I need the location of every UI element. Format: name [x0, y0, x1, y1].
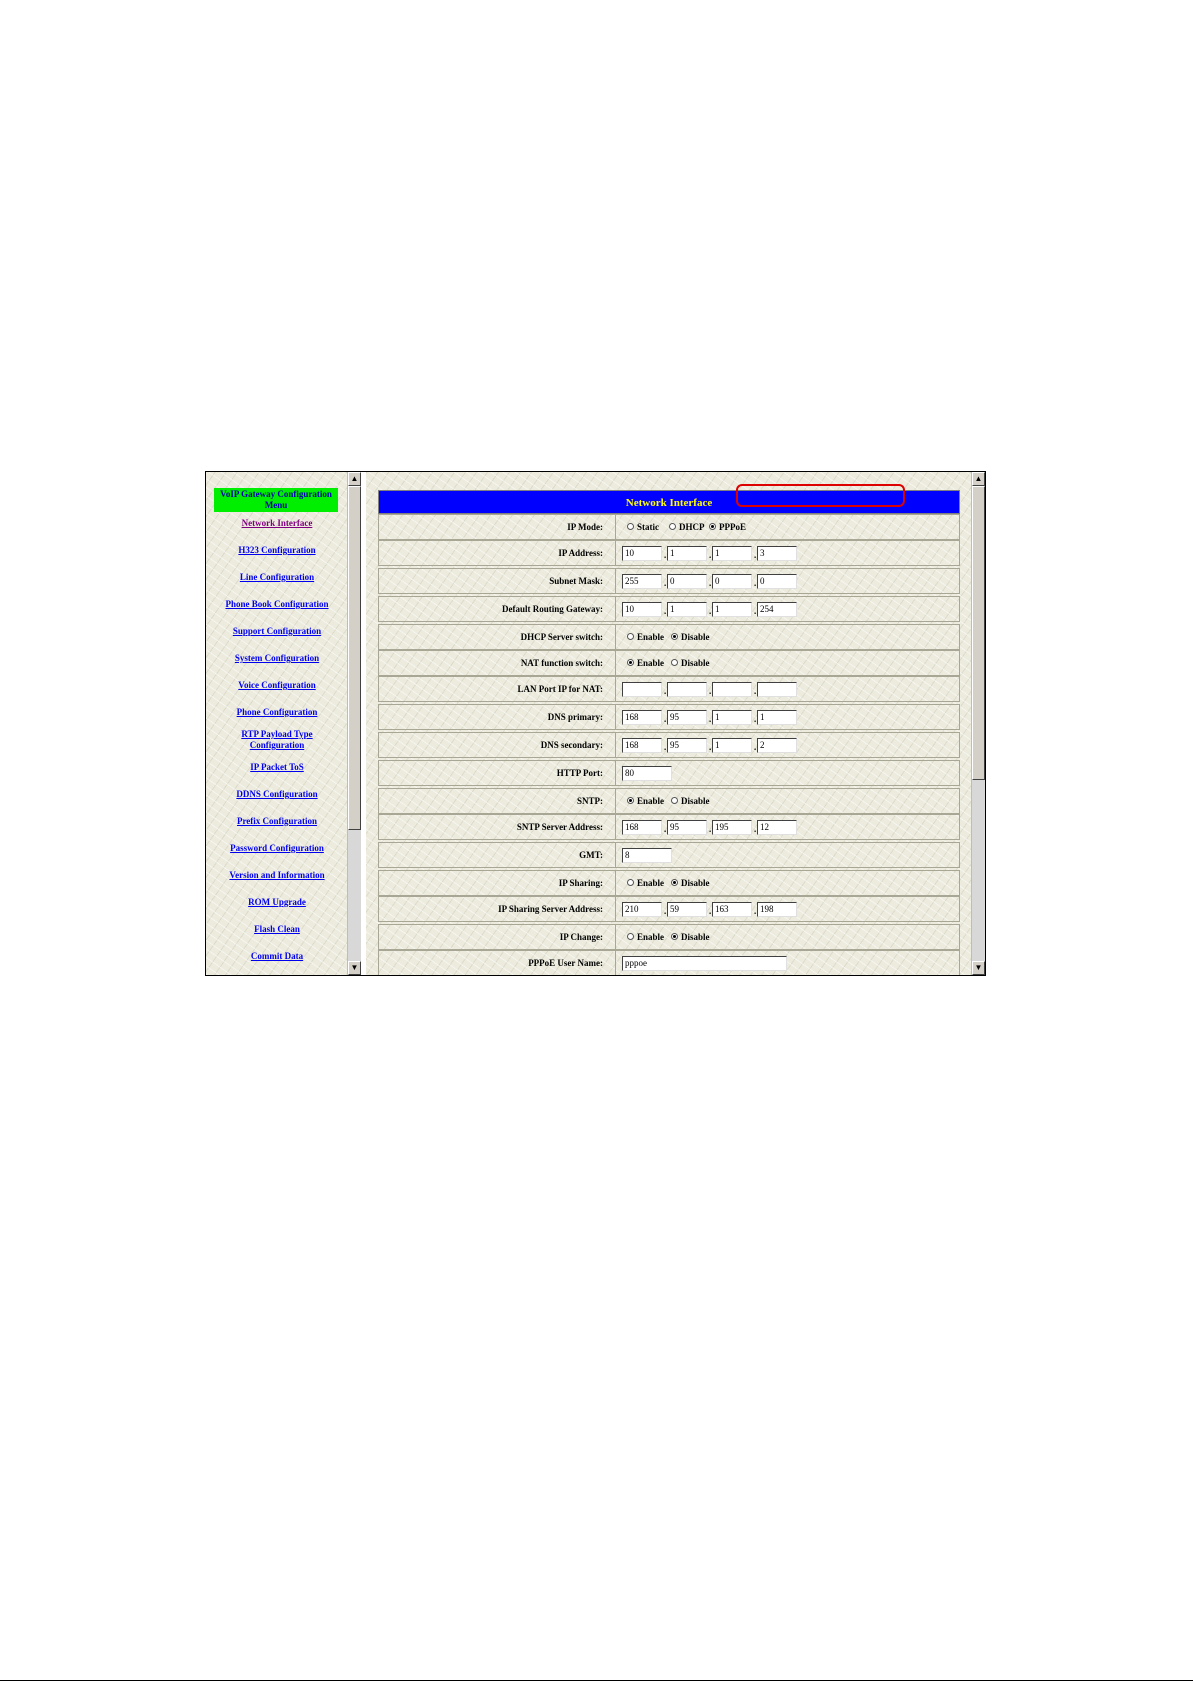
row-gmt: [378, 842, 960, 868]
sntp-server-octet-4[interactable]: 12: [757, 820, 797, 835]
row-default-gateway: Default Routing Gateway: 10 . 1 . 1 . 254: [378, 596, 960, 622]
sntp-label: SNTP:: [576, 796, 603, 806]
dns-secondary-octet-2[interactable]: 95: [667, 738, 707, 753]
ip-address-label: IP Address:: [558, 548, 603, 558]
sntp-server-octet-2[interactable]: 95: [667, 820, 707, 835]
nat-disable-label: Disable: [681, 658, 710, 668]
row-http-port: [378, 760, 960, 786]
ip-change-label: IP Change:: [559, 932, 603, 942]
dns-secondary-octet-3[interactable]: 1: [712, 738, 752, 753]
ip-change-enable-label: Enable: [637, 932, 665, 942]
ip-mode-pppoe-label: PPPoE: [719, 522, 746, 532]
ip-sharing-server-octet-4[interactable]: 198: [757, 902, 797, 917]
row-lan-port-ip: LAN Port IP for NAT: . . .: [378, 676, 960, 702]
browser-screenshot: [205, 471, 986, 976]
network-interface-frame: [366, 472, 971, 975]
main-scrollbar[interactable]: [971, 472, 985, 975]
row-ip-mode: [378, 514, 960, 540]
nat-disable-radio[interactable]: [671, 659, 678, 666]
ip-change-enable-radio[interactable]: [627, 933, 634, 940]
menu-item-ddns[interactable]: DDNS Configuration: [236, 789, 318, 799]
menu-item-line[interactable]: Line Configuration: [239, 572, 315, 582]
dns-secondary-octet-1[interactable]: 168: [622, 738, 662, 753]
main-scroll-down-arrow-icon[interactable]: ▼: [972, 961, 985, 975]
sntp-server-octet-1[interactable]: 168: [622, 820, 662, 835]
menu-item-rom-upgrade[interactable]: ROM Upgrade: [248, 897, 306, 907]
lan-port-ip-octet-4[interactable]: [757, 682, 797, 697]
dhcp-server-label: DHCP Server switch:: [520, 632, 603, 642]
menu-item-flash-clean[interactable]: Flash Clean: [254, 924, 300, 934]
menu-scrollbar[interactable]: [347, 472, 361, 975]
lan-port-ip-octet-3[interactable]: [712, 682, 752, 697]
dns-primary-octet-2[interactable]: 95: [667, 710, 707, 725]
http-port-input[interactable]: 80: [622, 766, 672, 781]
page-title: Network Interface: [378, 490, 960, 514]
ip-mode-label: IP Mode:: [567, 522, 603, 532]
row-dhcp-server: [378, 624, 960, 650]
menu-item-support[interactable]: Support Configuration: [232, 626, 322, 636]
ip-mode-dhcp-radio[interactable]: [669, 523, 676, 530]
sntp-disable-radio[interactable]: [671, 797, 678, 804]
subnet-mask-label: Subnet Mask:: [549, 576, 603, 586]
menu-item-system[interactable]: System Configuration: [234, 653, 320, 663]
ip-mode-pppoe-radio[interactable]: [709, 523, 716, 530]
pppoe-user-input[interactable]: pppoe: [622, 956, 787, 971]
sntp-server-label: SNTP Server Address:: [516, 822, 603, 832]
ip-sharing-server-octet-1[interactable]: 210: [622, 902, 662, 917]
main-scroll-up-arrow-icon[interactable]: ▲: [972, 472, 985, 486]
ip-address-octet-2[interactable]: 1: [667, 546, 707, 561]
main-scroll-thumb[interactable]: [972, 486, 985, 780]
dns-primary-octet-3[interactable]: 1: [712, 710, 752, 725]
menu-item-voice[interactable]: Voice Configuration: [238, 680, 316, 690]
gateway-octet-1[interactable]: 10: [622, 602, 662, 617]
lan-port-ip-octet-1[interactable]: [622, 682, 662, 697]
sntp-disable-label: Disable: [681, 796, 710, 806]
ip-sharing-disable-label: Disable: [681, 878, 710, 888]
scroll-up-arrow-icon[interactable]: ▲: [348, 472, 361, 486]
ip-mode-static-radio[interactable]: [627, 523, 634, 530]
scroll-down-arrow-icon[interactable]: ▼: [348, 961, 361, 975]
ip-sharing-enable-label: Enable: [637, 878, 665, 888]
row-pppoe-user: [378, 950, 960, 976]
ip-change-disable-label: Disable: [681, 932, 710, 942]
ip-address-octet-3[interactable]: 1: [712, 546, 752, 561]
menu-item-network-interface[interactable]: Network Interface: [241, 518, 313, 528]
ip-mode-highlight-annotation: [736, 484, 905, 507]
gateway-octet-4[interactable]: 254: [757, 602, 797, 617]
dhcp-server-disable-radio[interactable]: [671, 633, 678, 640]
sntp-enable-radio[interactable]: [627, 797, 634, 804]
row-ip-sharing-server: IP Sharing Server Address: 210 . 59 . 163 . 198: [378, 896, 960, 922]
dns-primary-label: DNS primary:: [547, 712, 603, 722]
gmt-label: GMT:: [579, 850, 603, 860]
row-ip-sharing: [378, 870, 960, 896]
menu-item-commit-data[interactable]: Commit Data: [250, 951, 304, 961]
row-sntp: [378, 788, 960, 814]
menu-item-phone-book[interactable]: Phone Book Configuration: [225, 599, 329, 609]
pppoe-user-label: PPPoE User Name:: [528, 958, 603, 968]
ip-sharing-server-octet-2[interactable]: 59: [667, 902, 707, 917]
http-port-label: HTTP Port:: [556, 768, 603, 778]
ip-change-disable-radio[interactable]: [671, 933, 678, 940]
dns-secondary-label: DNS secondary:: [540, 740, 603, 750]
row-dns-secondary: DNS secondary: 168 . 95 . 1 . 2: [378, 732, 960, 758]
subnet-mask-octet-2[interactable]: 0: [667, 574, 707, 589]
config-menu-frame: [206, 472, 347, 975]
dhcp-server-disable-label: Disable: [681, 632, 710, 642]
menu-item-prefix[interactable]: Prefix Configuration: [236, 816, 318, 826]
dhcp-server-enable-radio[interactable]: [627, 633, 634, 640]
gmt-input[interactable]: 8: [622, 848, 672, 863]
ip-mode-dhcp-label: DHCP: [679, 522, 705, 532]
gateway-label: Default Routing Gateway:: [502, 604, 603, 614]
row-dns-primary: DNS primary: 168 . 95 . 1 . 1: [378, 704, 960, 730]
menu-item-rtp-payload[interactable]: RTP Payload Type Configuration: [241, 729, 313, 750]
menu-title: VoIP Gateway Configuration Menu: [214, 488, 338, 512]
nat-switch-label: NAT function switch:: [520, 658, 603, 668]
row-nat-switch: [378, 650, 960, 676]
ip-sharing-server-label: IP Sharing Server Address:: [498, 904, 603, 914]
subnet-mask-octet-4[interactable]: 0: [757, 574, 797, 589]
ip-address-octet-1[interactable]: 10: [622, 546, 662, 561]
row-ip-address: IP Address: 10 . 1 . 1 . 3: [378, 540, 960, 566]
lan-port-ip-octet-2[interactable]: [667, 682, 707, 697]
subnet-mask-octet-1[interactable]: 255: [622, 574, 662, 589]
scroll-thumb[interactable]: [348, 486, 361, 830]
menu-item-password[interactable]: Password Configuration: [230, 843, 324, 853]
row-subnet-mask: Subnet Mask: 255 . 0 . 0 . 0: [378, 568, 960, 594]
menu-item-phone[interactable]: Phone Configuration: [236, 707, 318, 717]
dns-primary-octet-4[interactable]: 1: [757, 710, 797, 725]
ip-sharing-disable-radio[interactable]: [671, 879, 678, 886]
dhcp-server-enable-label: Enable: [637, 632, 665, 642]
dns-primary-octet-1[interactable]: 168: [622, 710, 662, 725]
ip-sharing-label: IP Sharing:: [558, 878, 603, 888]
nat-enable-radio[interactable]: [627, 659, 634, 666]
gateway-octet-2[interactable]: 1: [667, 602, 707, 617]
row-sntp-server: SNTP Server Address: 168 . 95 . 195 . 12: [378, 814, 960, 840]
menu-item-version[interactable]: Version and Information: [229, 870, 325, 880]
ip-address-octet-4[interactable]: 3: [757, 546, 797, 561]
page-bottom-rule: [0, 1680, 1193, 1681]
sntp-enable-label: Enable: [637, 796, 665, 806]
menu-item-h323[interactable]: H323 Configuration: [238, 545, 316, 555]
sntp-server-octet-3[interactable]: 195: [712, 820, 752, 835]
menu-item-ip-packet-tos[interactable]: IP Packet ToS: [250, 762, 304, 772]
row-ip-change: [378, 924, 960, 950]
dns-secondary-octet-4[interactable]: 2: [757, 738, 797, 753]
ip-sharing-server-octet-3[interactable]: 163: [712, 902, 752, 917]
gateway-octet-3[interactable]: 1: [712, 602, 752, 617]
nat-enable-label: Enable: [637, 658, 665, 668]
ip-mode-static-label: Static: [637, 522, 659, 532]
subnet-mask-octet-3[interactable]: 0: [712, 574, 752, 589]
ip-sharing-enable-radio[interactable]: [627, 879, 634, 886]
lan-port-ip-label: LAN Port IP for NAT:: [517, 684, 603, 694]
